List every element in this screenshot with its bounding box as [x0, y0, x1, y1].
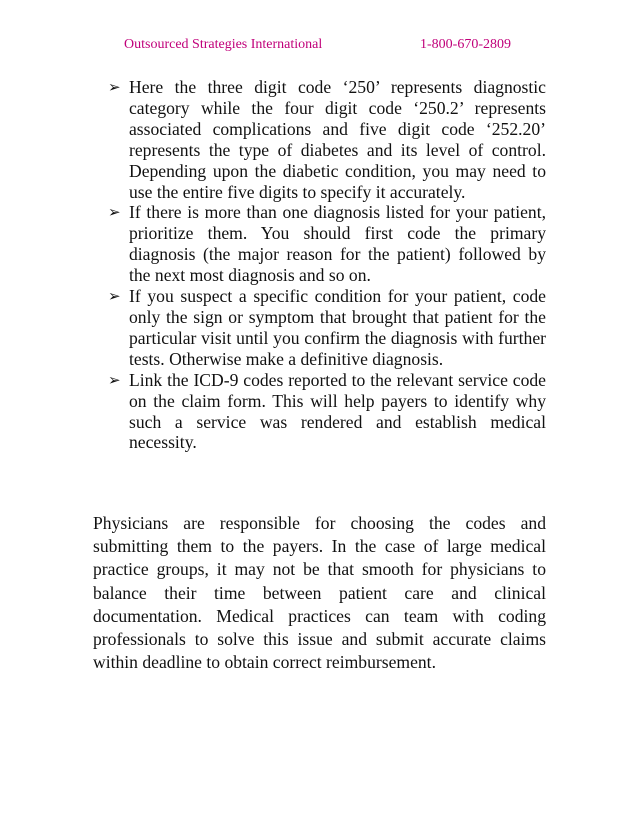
list-item — [108, 202, 546, 286]
list-item-text: If there is more than one diagnosis listed for your patient, prioritize them. You should first code the primary diagnosis (the major reason for the patient) followed by the next most diagnosis and so on. — [129, 202, 546, 286]
list-item — [108, 370, 546, 454]
header-phone: 1-800-670-2809 — [420, 37, 511, 52]
list-item — [108, 77, 546, 202]
arrow-bullet-icon: ➢ — [108, 370, 121, 389]
bullet-list — [108, 77, 546, 453]
list-item — [108, 286, 546, 370]
list-item-text: If you suspect a specific condition for your patient, code only the sign or symptom that brought that patient for the particular visit until you confirm the diagnosis with further tests. Otherwise make a definitive diagnosis. — [129, 286, 546, 369]
arrow-bullet-icon: ➢ — [108, 287, 121, 306]
header-organization: Outsourced Strategies International — [124, 37, 323, 52]
body-paragraph: Physicians are responsible for choosing the codes and submitting them to the payers. In the case of large medical practice groups, it may not be that smooth for physicians to balance their time between patient care and clinical documentation. Medical practices can team with coding professionals to solve this issue and submit accurate claims within deadline to obtain correct reimbursement. — [93, 513, 546, 673]
arrow-bullet-icon: ➢ — [108, 203, 121, 222]
arrow-bullet-icon: ➢ — [108, 78, 121, 96]
page-header — [124, 37, 516, 55]
list-item-text: Link the ICD-9 codes reported to the relevant service code on the claim form. This will help payers to identify why such a service was rendered and establish medical necessity. — [129, 369, 546, 453]
list-item-text: Here the three digit code ‘250’ represents diagnostic category while the four digit code ‘250.2’ represents associated complications and five digit code ‘252.20’ represents the type of diabetes and its level of control. Depending upon the diabetic condition, you may need to use the entire five digits to specify it accurately. — [129, 77, 546, 202]
